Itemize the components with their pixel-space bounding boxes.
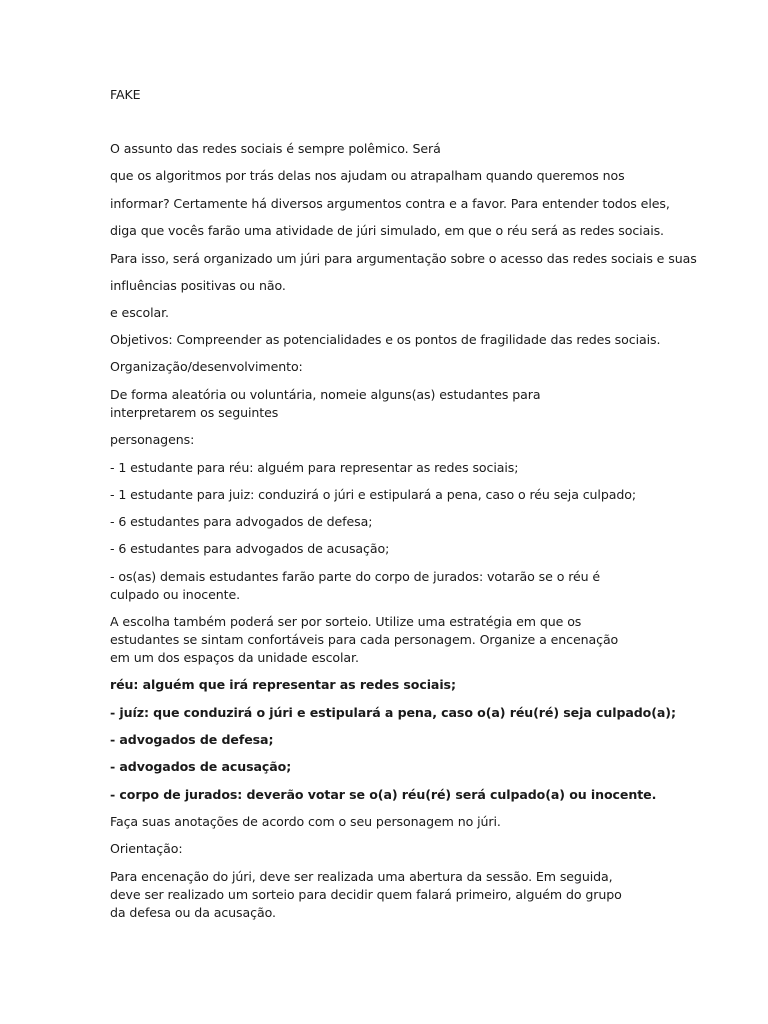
paragraph: De forma aleatória ou voluntária, nomeie alguns(as) estudantes para interpretarem os seguintes [110, 387, 541, 420]
list-item: - 6 estudantes para advogados de defesa; [110, 514, 373, 529]
paragraph: diga que vocês farão uma atividade de júri simulado, em que o réu será as redes sociais. [110, 223, 664, 238]
bold-list-item: - juíz: que conduzirá o júri e estipulará a pena, caso o(a) réu(ré) seja culpado(a); [110, 705, 676, 720]
section-heading: Organização/desenvolvimento: [110, 359, 303, 374]
section-heading: Orientação: [110, 841, 183, 856]
paragraph: personagens: [110, 432, 195, 447]
bold-list-item: - advogados de defesa; [110, 732, 274, 747]
paragraph: que os algoritmos por trás delas nos ajudam ou atrapalham quando queremos nos [110, 168, 625, 183]
bold-list-item: réu: alguém que irá representar as redes sociais; [110, 677, 456, 692]
paragraph: influências positivas ou não. [110, 278, 286, 293]
list-item: - 6 estudantes para advogados de acusação; [110, 541, 390, 556]
paragraph: Faça suas anotações de acordo com o seu personagem no júri. [110, 814, 501, 829]
list-item: - os(as) demais estudantes farão parte do corpo de jurados: votarão se o réu é culpado ou inocente. [110, 569, 601, 602]
paragraph: O assunto das redes sociais é sempre polêmico. Será [110, 141, 441, 156]
paragraph: informar? Certamente há diversos argumentos contra e a favor. Para entender todos eles, [110, 196, 670, 211]
bold-list-item: - advogados de acusação; [110, 759, 292, 774]
paragraph: A escolha também poderá ser por sorteio. Utilize uma estratégia em que os estudantes se sintam confortáveis para cada personagem. Organize a encenação em um dos espaços da unidade escolar. [110, 614, 619, 665]
bold-list-item: - corpo de jurados: deverão votar se o(a) réu(ré) será culpado(a) ou inocente. [110, 787, 657, 802]
list-item: - 1 estudante para réu: alguém para representar as redes sociais; [110, 460, 519, 475]
paragraph: e escolar. [110, 305, 169, 320]
document-title: FAKE [110, 87, 141, 102]
list-item: - 1 estudante para juiz: conduzirá o júri e estipulará a pena, caso o réu seja culpado; [110, 487, 636, 502]
paragraph: Para isso, será organizado um júri para argumentação sobre o acesso das redes sociais e suas [110, 251, 697, 266]
paragraph: Para encenação do júri, deve ser realizada uma abertura da sessão. Em seguida, deve ser realizado um sorteio para decidir quem falará primeiro, alguém do grupo da defesa ou da acusação. [110, 869, 622, 920]
objectives-paragraph: Objetivos: Compreender as potencialidades e os pontos de fragilidade das redes sociais. [110, 332, 661, 347]
